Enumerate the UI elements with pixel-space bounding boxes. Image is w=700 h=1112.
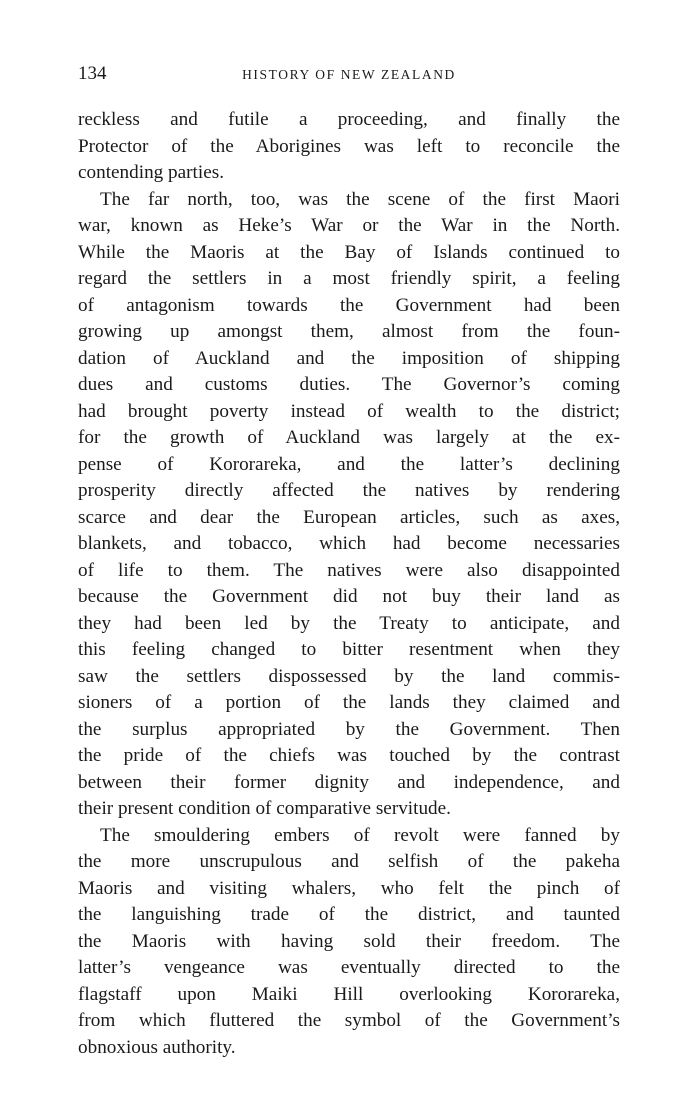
page-header [78,62,620,86]
text-line: had brought poverty instead of wealth to the district; [78,400,620,422]
text-line: reckless and futile a proceeding, and finally the [78,109,620,130]
text-line: dation of Auckland and the imposition of shipping [78,347,620,369]
text-line: the languishing trade of the district, and taunted [78,904,620,925]
text-line: latter’s vengeance was eventually directed to the [78,957,620,978]
text-line: for the growth of Auckland was largely at the ex- [78,427,620,448]
text-line: the more unscrupulous and selfish of the pakeha [78,851,620,872]
text-line: contending parties. [78,162,224,183]
running-head: HISTORY OF NEW ZEALAND [242,67,456,82]
text-line: because the Government did not buy their land as [78,586,620,607]
text-line: this feeling changed to bitter resentment when they [78,639,620,660]
text-line: between their former dignity and independence, and [78,771,620,793]
text-line: of life to them. The natives were also disappointed [78,559,620,581]
text-line: the pride of the chiefs was touched by the contrast [78,745,620,766]
text-line: Protector of the Aborigines was left to reconcile the [78,135,620,157]
text-line: regard the settlers in a most friendly spirit, a feeling [78,268,620,289]
text-line: the surplus appropriated by the Government. Then [78,718,620,740]
paragraph-first-line: The smouldering embers of revolt were fanned by [100,824,620,846]
paragraph-first-line: The far north, too, was the scene of the first Maori [100,188,620,210]
text-line: of antagonism towards the Government had been [78,294,620,316]
text-line: war, known as Heke’s War or the War in the North. [78,215,620,236]
body-text [78,107,620,1061]
text-line: flagstaff upon Maiki Hill overlooking Kororareka, [78,983,620,1005]
text-line: from which fluttered the symbol of the Government’s [78,1010,620,1031]
text-line: their present condition of comparative servitude. [78,798,451,819]
text-line: dues and customs duties. The Governor’s coming [78,374,620,395]
text-line: sioners of a portion of the lands they claimed and [78,692,620,713]
text-line: scarce and dear the European articles, such as axes, [78,506,620,528]
text-line: pense of Kororareka, and the latter’s declining [78,453,620,475]
text-line: they had been led by the Treaty to anticipate, and [78,612,620,634]
text-line: Maoris and visiting whalers, who felt the pinch of [78,877,620,899]
page-number: 134 [78,63,107,84]
text-line: the Maoris with having sold their freedom. The [78,930,620,952]
text-line: obnoxious authority. [78,1036,236,1058]
text-line: saw the settlers dispossessed by the land commis- [78,665,620,687]
text-line: blankets, and tobacco, which had become necessaries [78,533,620,554]
text-line: prosperity directly affected the natives by rendering [78,480,620,501]
text-line: growing up amongst them, almost from the foun- [78,321,620,342]
text-line: While the Maoris at the Bay of Islands continued to [78,241,620,263]
